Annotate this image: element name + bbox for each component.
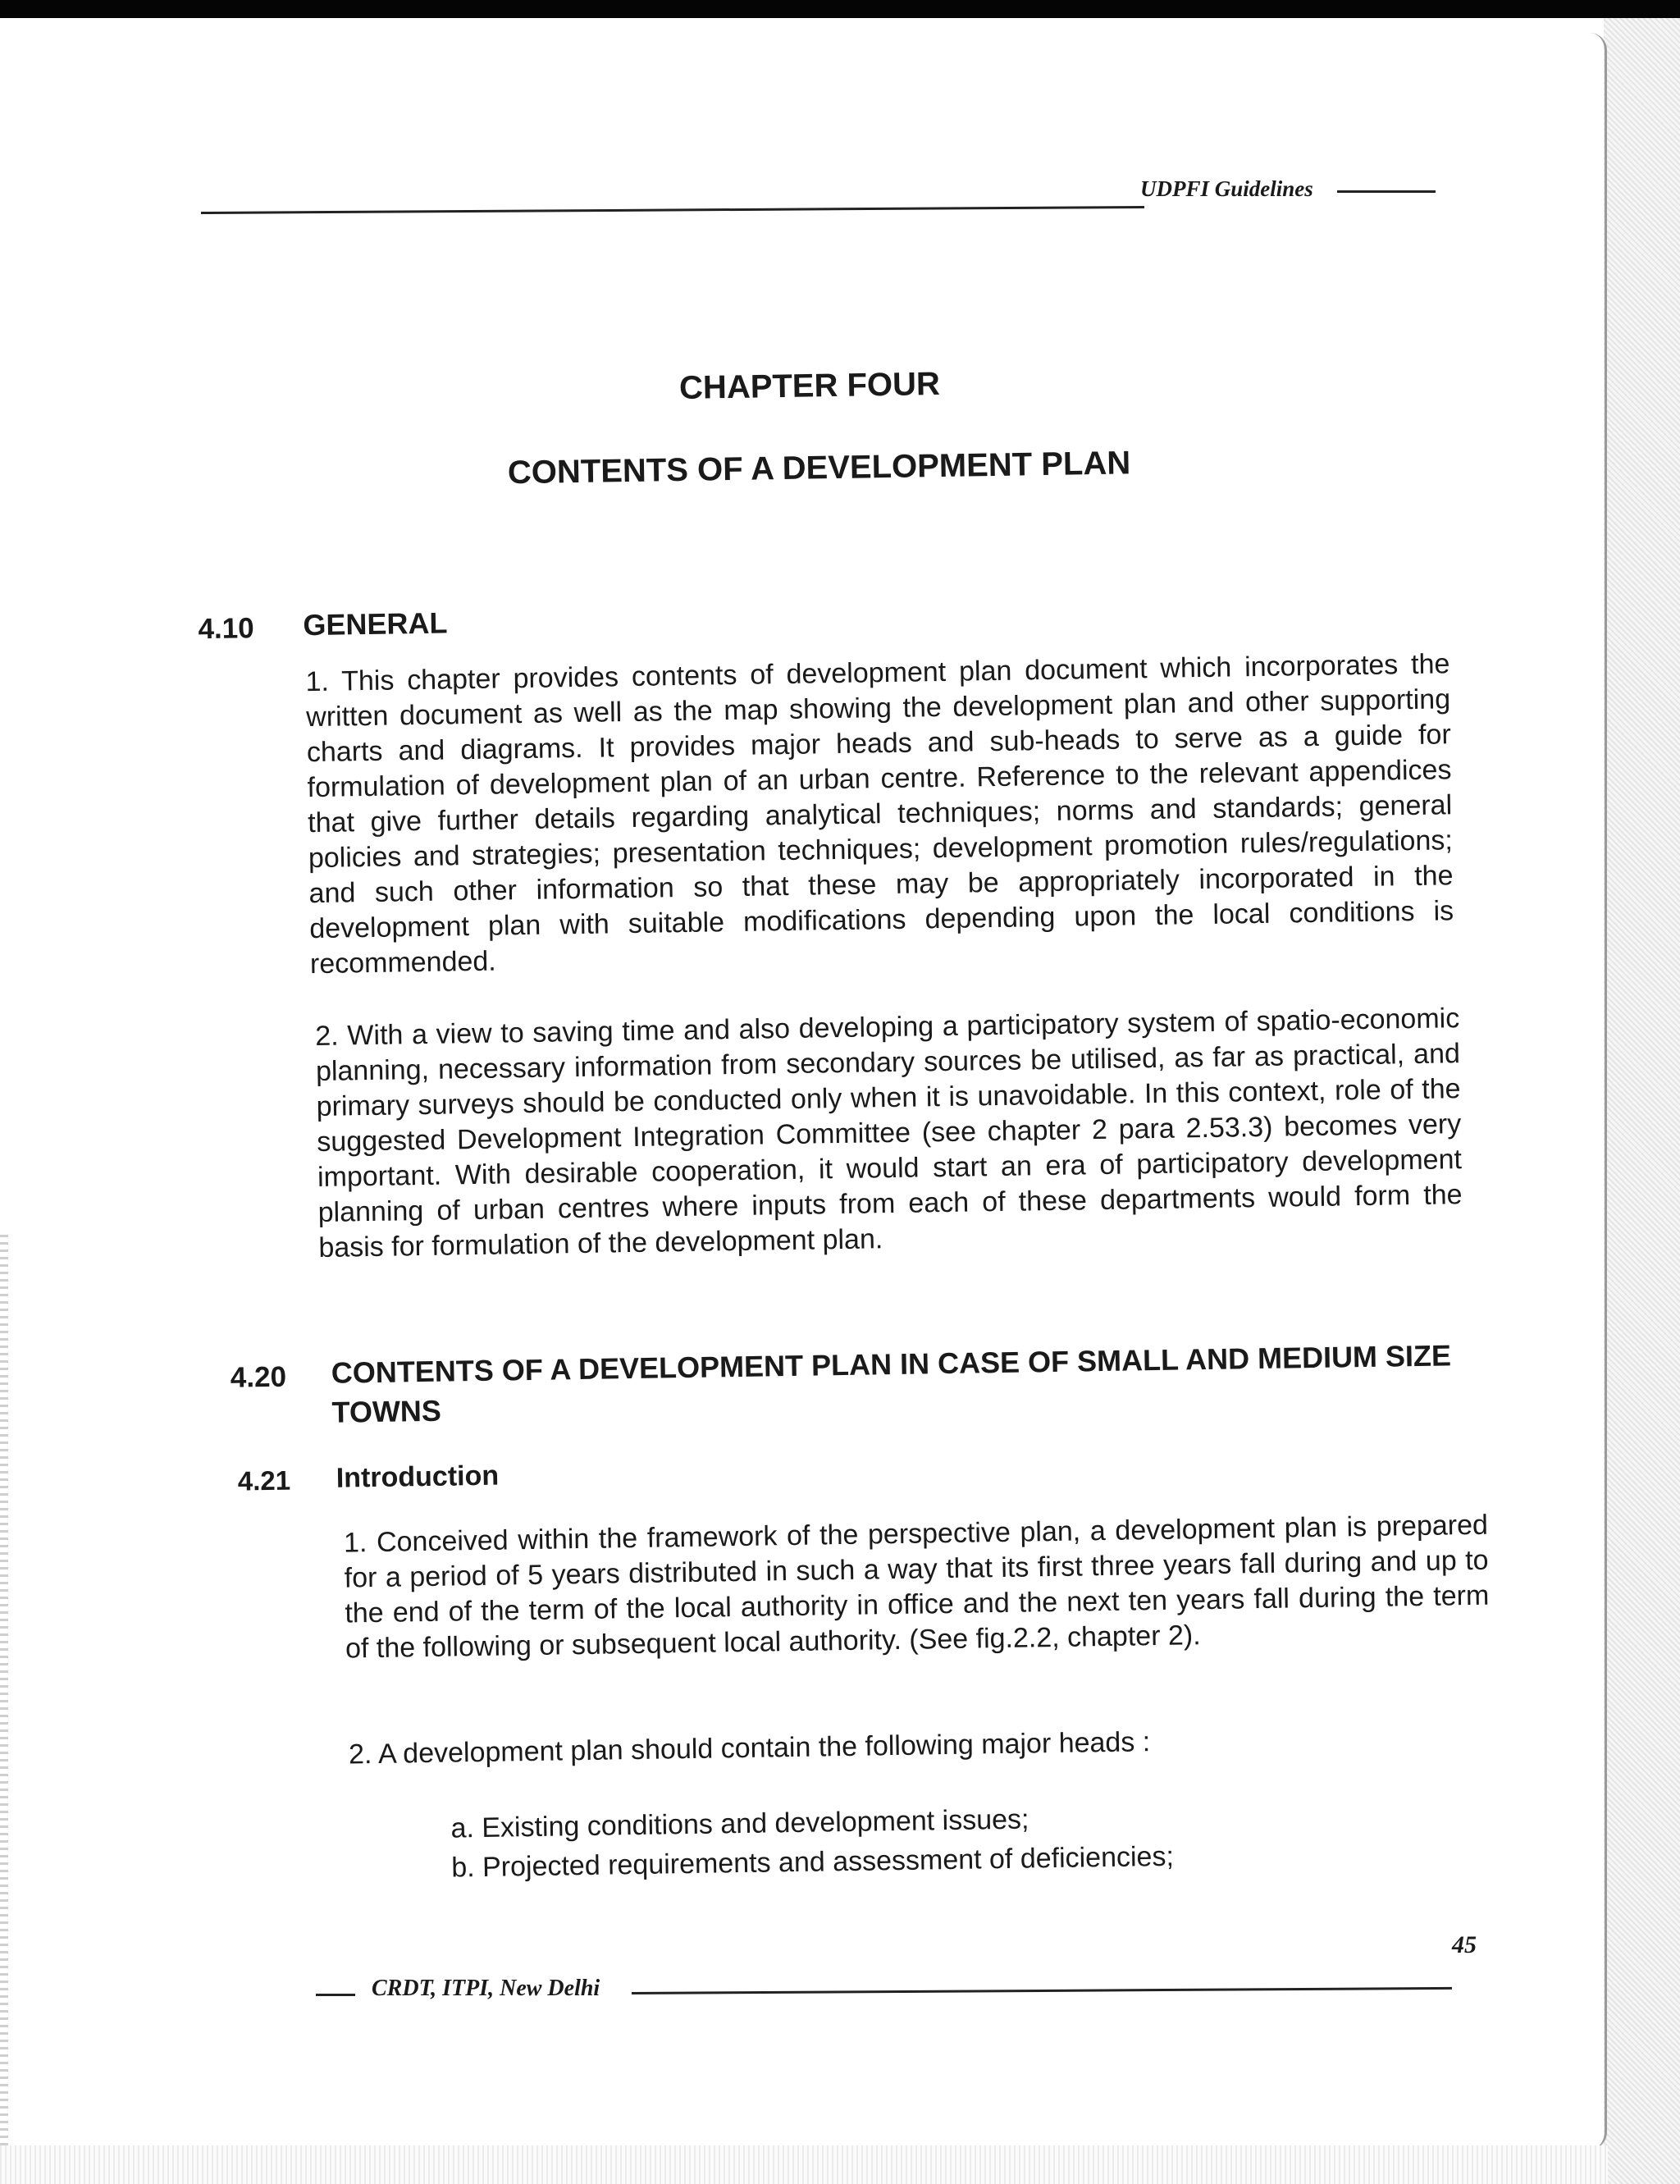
paragraph-general-1: 1. This chapter provides contents of development plan document which incorporates the written document as well as the map showing the development plan and other supporting charts and diagrams. It provides major heads and sub-heads to serve as a guide for formulation of development plan of an urban centre. Reference to the relevant appendices that give further details regarding analytical techniques; norms and standards; general policies and strategies; presentation techniques; development promotion rules/regulations; and such other information so that these may be appropriately incorporated in the development plan with suitable modifications depending upon the local conditions is recommended. [305,648,1454,980]
paragraph-general-2: 2. With a view to saving time and also developing a participatory system of spatio-economic planning, necessary information from secondary sources be utilised, as far as practical, and primary surveys should be conducted only when it is unavoidable. In this context, role of the suggested Development Integration Committee (see chapter 2 para 2.53.3) becomes very important. With desirable cooperation, it would start an era of participatory development planning of urban centres where inputs from each of these departments would form the basis for formulation of the development plan. [315,1003,1463,1264]
section-number-4-20: 4.20 [230,1360,287,1394]
running-header: UDPFI Guidelines [1140,176,1313,201]
section-number-4-21: 4.21 [237,1464,291,1496]
footer-rule-lead [316,1994,355,1996]
page-number: 45 [1452,1931,1477,1958]
chapter-title: CHAPTER FOUR [678,365,941,406]
chapter-subtitle: CONTENTS OF A DEVELOPMENT PLAN [507,445,1131,491]
footer-publisher: CRDT, ITPI, New Delhi [372,1976,600,2001]
list-item-a: a. Existing conditions and development issues; [450,1803,1029,1844]
section-title-small-medium-towns: CONTENTS OF A DEVELOPMENT PLAN IN CASE OF SMALL AND MEDIUM SIZE TOWNS [331,1338,1452,1429]
paragraph-introduction-2: 2. A development plan should contain the following major heads : [348,1726,1151,1771]
section-title-introduction: Introduction [336,1460,500,1494]
paragraph-introduction-1: 1. Conceived within the framework of the perspective plan, a development plan is prepared for a period of 5 years distributed in such a way that its first three years fall during and up to the end of the term of the local authority in office and the next ten years fall during the term of the following or subsequent local authority. (See fig.2.2, chapter 2). [343,1509,1490,1665]
section-number-4-10: 4.10 [198,612,254,646]
section-title-general: GENERAL [303,605,448,642]
list-item-b: b. Projected requirements and assessment of deficiencies; [450,1840,1175,1884]
